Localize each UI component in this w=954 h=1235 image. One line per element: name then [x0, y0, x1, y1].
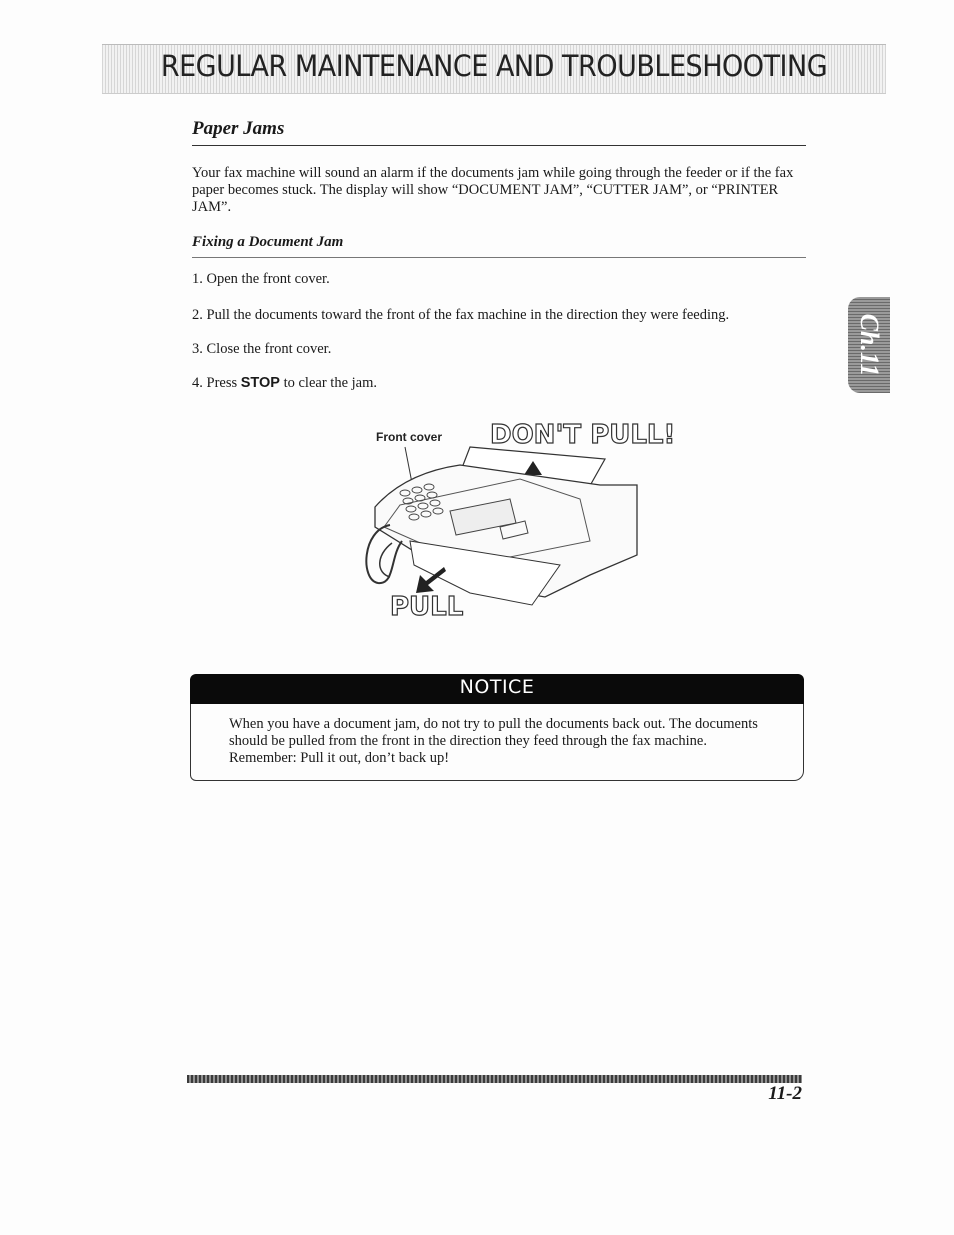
step-2 [192, 307, 729, 324]
footer-band [187, 1075, 802, 1083]
section-divider [192, 145, 806, 146]
step-text: Pull the documents toward the front of the fax machine in the direction they were feeding. [206, 307, 730, 323]
chapter-tab-label: Ch.11 [855, 313, 884, 377]
step-text: Close the front cover. [206, 341, 332, 357]
notice-text: When you have a document jam, do not try to pull the documents back out. The documents should be pulled from the front in the direction they feed through the fax machine. Remember: Pull it out, don’t back up! [229, 716, 758, 766]
dont-pull-label: DON'T PULL! [490, 420, 676, 450]
notice-title: NOTICE [459, 676, 535, 698]
step-text-before: Press [206, 375, 241, 391]
page-header-title: REGULAR MAINTENANCE AND TROUBLESHOOTING [160, 49, 828, 83]
step-1 [192, 271, 330, 288]
subsection-title: Fixing a Document Jam [192, 234, 344, 250]
step-4 [192, 375, 377, 392]
notice-header [190, 674, 804, 704]
front-cover-label: Front cover [376, 430, 443, 444]
subsection-divider [192, 257, 806, 258]
step-text-after: to clear the jam. [279, 375, 377, 391]
step-number: 1. [192, 271, 203, 287]
intro-paragraph: Your fax machine will sound an alarm if the documents jam while going through the feeder or if the fax paper becomes stuck. The display will show “DOCUMENT JAM”, “CUTTER JAM”, or “PRINTER JAM”. [192, 165, 794, 215]
section-title: Paper Jams [192, 118, 285, 139]
fax-machine-illustration [350, 415, 676, 625]
header-band [102, 44, 886, 94]
step-number: 4. [192, 375, 203, 391]
step-number: 3. [192, 341, 203, 357]
pull-label: PULL [390, 592, 464, 622]
step-number: 2. [192, 307, 203, 323]
stop-key-label: STOP [240, 375, 280, 391]
chapter-tab [848, 297, 890, 393]
step-3 [192, 341, 331, 358]
front-cover-pointer [405, 447, 412, 483]
page-number: 11-2 [768, 1083, 802, 1104]
step-text: Open the front cover. [206, 271, 330, 287]
